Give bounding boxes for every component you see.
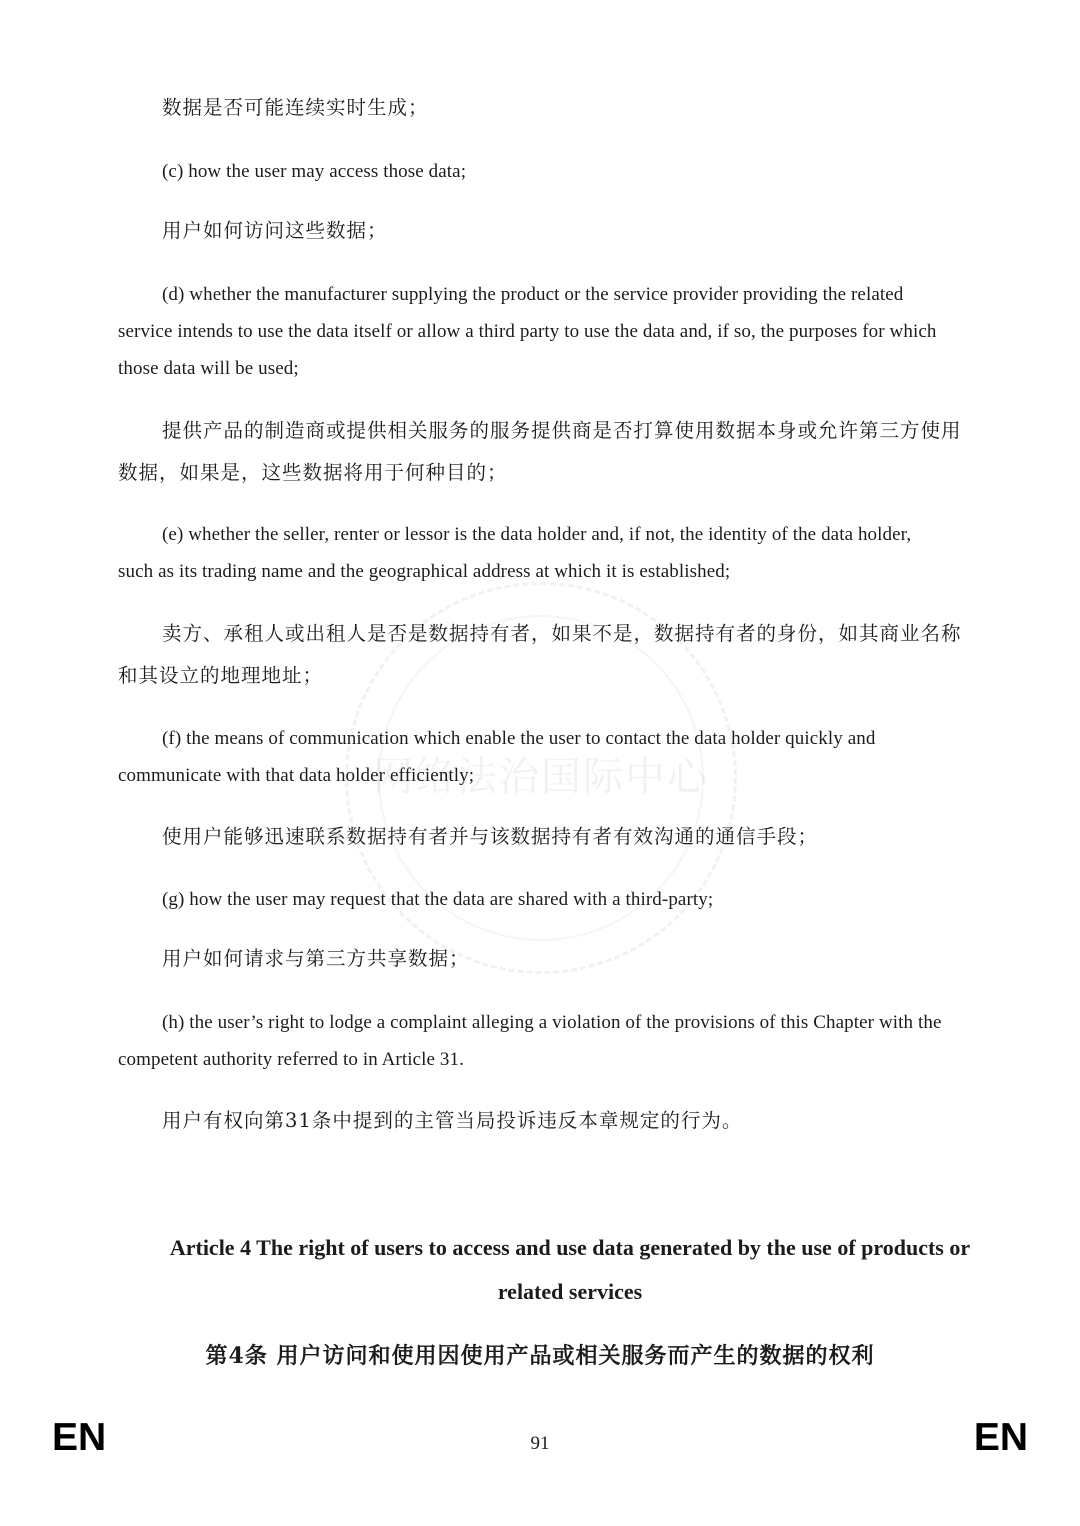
paragraph-g-en: (g) how the user may request that the data are shared with a third-party; bbox=[162, 889, 714, 910]
paragraph-h-en: (h) the user’s right to lodge a complaint alleging a violation of the provisions of this Chapter with the competent authority referred to in Article 31. bbox=[118, 1012, 942, 1070]
paragraph-b-zh-continued: 数据是否可能连续实时生成； bbox=[162, 96, 429, 119]
paragraph-e-en: (e) whether the seller, renter or lessor is the data holder and, if not, the identity of the data holder, such as its trading name and the geographical address at which it is established; bbox=[118, 524, 912, 582]
paragraph-e-zh: 卖方、承租人或出租人是否是数据持有者，如果不是，数据持有者的身份，如其商业名称和其设立的地理地址； bbox=[118, 622, 962, 687]
paragraph-f-en: (f) the means of communication which enable the user to contact the data holder quickly and communicate with that data holder efficiently; bbox=[118, 728, 876, 786]
article-heading-en: Article 4 The right of users to access and use data generated by the use of products or related services bbox=[169, 1235, 971, 1304]
paragraph-f-zh: 使用户能够迅速联系数据持有者并与该数据持有者有效沟通的通信手段； bbox=[162, 825, 819, 848]
footer-en-mark-right: EN bbox=[973, 1416, 1028, 1459]
paragraph-c-zh: 用户如何访问这些数据； bbox=[162, 219, 388, 242]
paragraph-d-zh: 提供产品的制造商或提供相关服务的服务提供商是否打算使用数据本身或允许第三方使用数据，如果是，这些数据将用于何种目的； bbox=[118, 419, 962, 484]
article-heading-zh: 第4条 用户访问和使用因使用产品或相关服务而产生的数据的权利 bbox=[205, 1343, 875, 1369]
page-number: 91 bbox=[530, 1433, 550, 1454]
paragraph-c-en: (c) how the user may access those data; bbox=[162, 161, 467, 182]
footer-en-mark-left: EN bbox=[52, 1416, 107, 1459]
watermark-text: 网络法治国际中心 bbox=[373, 754, 709, 800]
paragraph-h-zh: 用户有权向第31条中提到的主管当局投诉违反本章规定的行为。 bbox=[162, 1109, 743, 1132]
paragraph-g-zh: 用户如何请求与第三方共享数据； bbox=[162, 947, 470, 970]
paragraph-d-en: (d) whether the manufacturer supplying the product or the service provider providing the related service intends to use the data itself or allow a third party to use the data and, if so, the purposes for which those data will be used; bbox=[118, 284, 937, 379]
